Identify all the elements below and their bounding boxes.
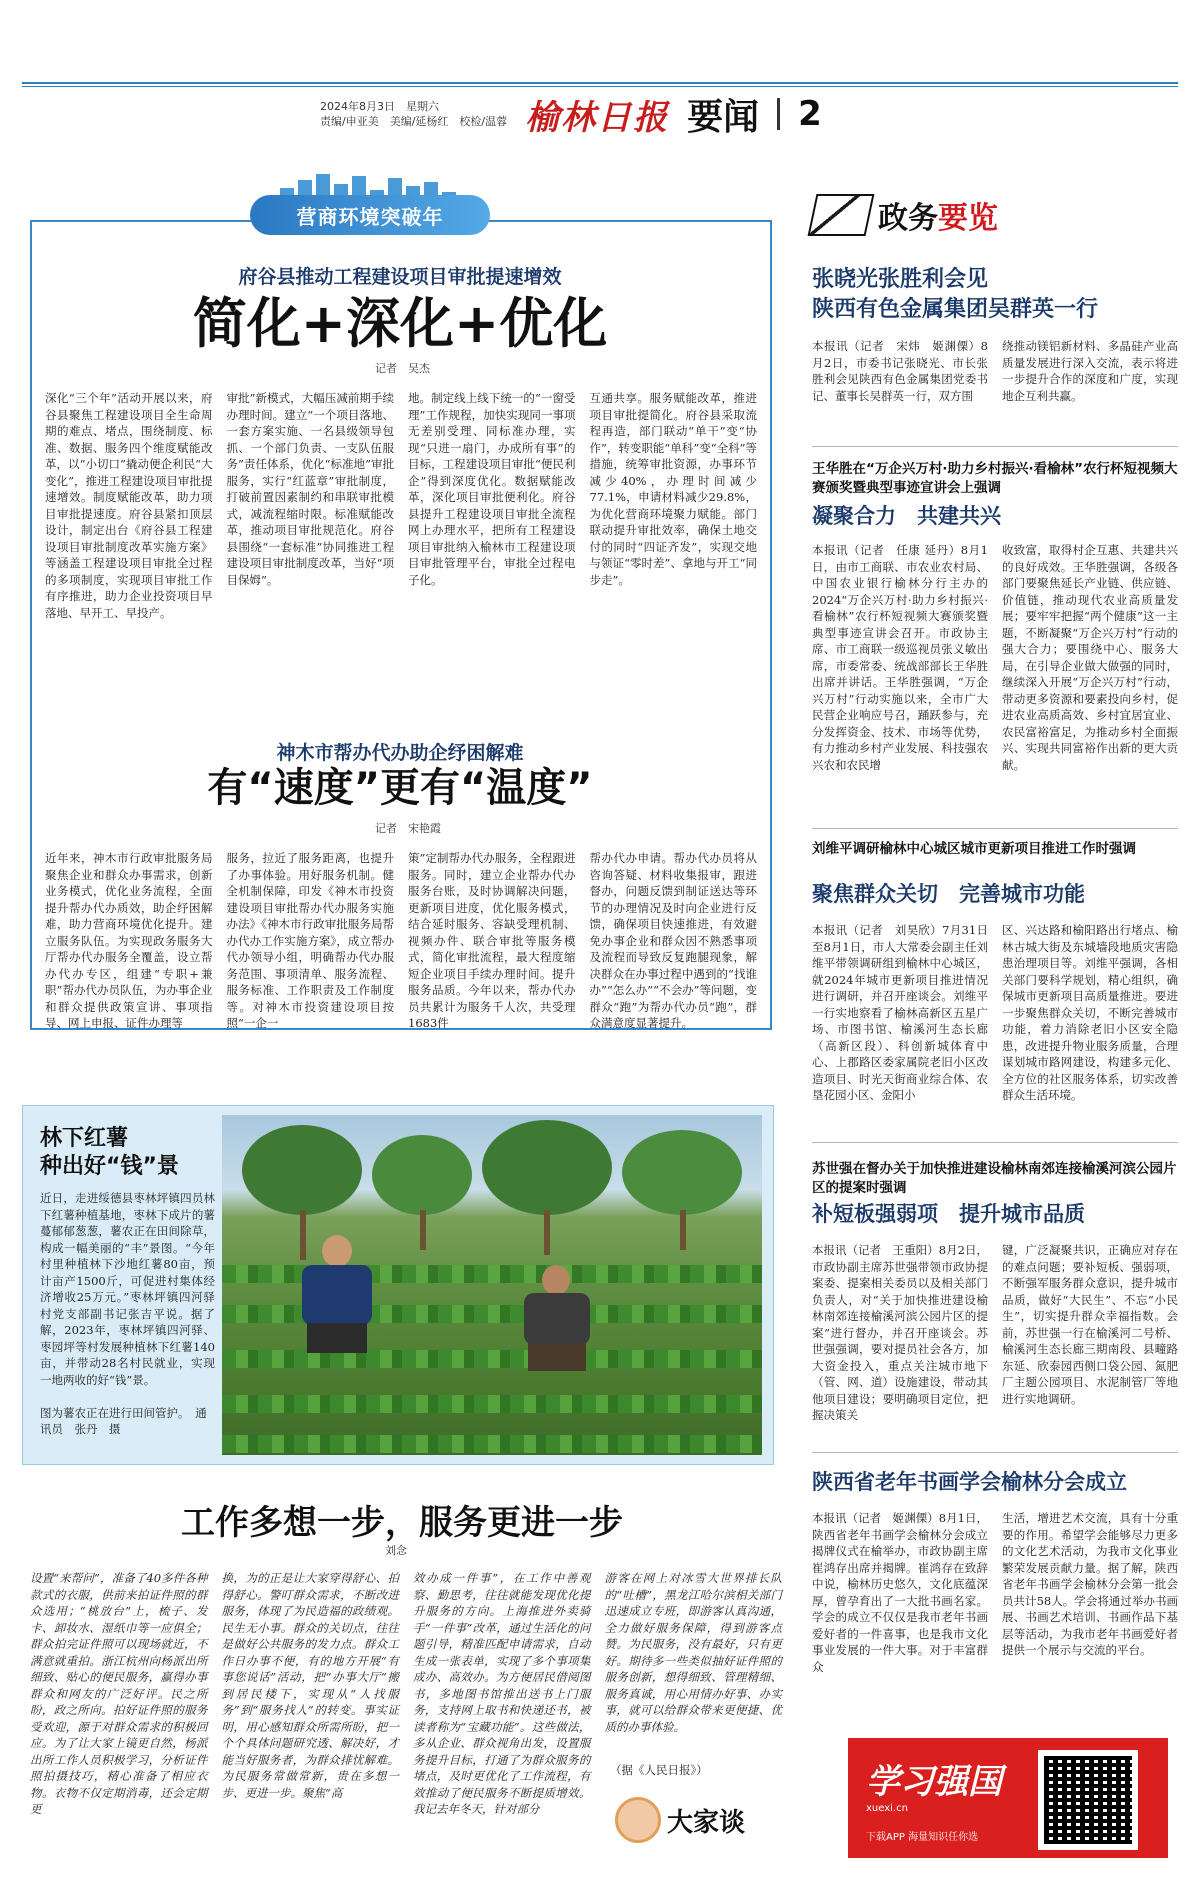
people-icon: [615, 1797, 661, 1843]
news4-column: 本报讯（记者 王重阳）8月2日，市政协副主席苏世强带领市政协提案委、提案相关委员以及相关部门负责人，对“关于加快推进建设榆林南郊连接榆溪河滨公园片区的提案”进行督办，并召开座谈会。苏世强强调，要对提员社会各方，加大资金投入，重点关注城市地下（管、网、道）设施建设，带动其他项目建设；要明确项目定位，把握决策关: [812, 1243, 988, 1422]
news1-column: 绕推动镁铝新材料、多晶硅产业高质量发展进行深入交流，表示将进一步提升合作的深度和广度，实现地企互利共赢。: [1002, 339, 1178, 403]
dajiatan-logo: [615, 1790, 775, 1850]
news5-title: 陕西省老年书画学会榆林分会成立: [812, 1470, 1127, 1494]
open-book-icon: [808, 194, 875, 236]
news1-body: [812, 338, 1178, 438]
feature-ribbon-label: 营商环境突破年: [296, 204, 444, 229]
news2-title: 凝聚合力 共建共兴: [812, 504, 1001, 528]
photo-story-title-line2: 种出好“钱”景: [40, 1154, 179, 1179]
article1-column: 地。制定线上线下统一的“一窗受理”工作规程，加快实现同一事项无差别受理、同标准办理，实现“只进一扇门，办成所有事”的目标，工程建设项目审批“便民利企”得到深度优化。数据赋能改革，深化项目审批便利化。府谷县提升工程建设项目审批全流程网上办理水平，把所有工程建设项目审批纳入榆林市工程建设项目审批管理平台，审批全过程电子化。: [408, 391, 576, 587]
photo-story-title-line1: 林下红薯: [40, 1126, 129, 1151]
masthead-meta: [320, 99, 507, 129]
commentary-column: 效办成一件事”，在工作中善观察、勤思考，往往就能发现优化提升服务的方向。上海推进外卖骑手“一件事”改革，通过生活化的问题引导，精准匹配申请需求，自动生成一张表单，实现了多个事项集成办、高效办。为方便居民借阅图书，多地图书馆推出送书上门服务，支持网上取书和快递还书，被读者称为“宝藏功能”。这些做法，多从企业、群众视角出发，设置服务提升目标，打通了为群众服务的堵点，及时更优化了工作流程，有效推动了便民服务不断提质增效。我记去年冬天，针对部分: [413, 1571, 591, 1816]
article2-column: 策”定制帮办代办服务，全程跟进服务。同时，建立企业帮办代办服务台账，及时协调解决问题，更新项目进度，优化服务模式，结合延时服务、容缺受理机制、视频办件、联合审批等服务模式，简化审批流程，最大程度缩短企业项目手续办理时间。提升服务品质。今年以来，帮办代办员共累计为服务千人次，共受理1683件: [408, 851, 576, 1030]
news3-title: 聚焦群众关切 完善城市功能: [812, 882, 1085, 906]
header-part1: 政务: [878, 201, 938, 236]
news-separator: [812, 446, 1178, 447]
news1-title: [812, 265, 1182, 325]
photo-story-title: [40, 1125, 200, 1181]
news1-column: 本报讯（记者 宋炜 姬渊傈）8月2日，市委书记张晓光、市长张胜利会见陕西有色金属集团党委书记、董事长吴群英一行，双方围: [812, 339, 988, 403]
article1-column: 审批”新模式，大幅压减前期手续办理时间。建立“一个项目落地、一套方案实施、一名县级领导包抓、一个部门负责、一支队伍服务”责任体系，优化“标准地”审批服务，实行“红蓝章”审批制度，打破前置因素制约和串联审批模式，减流程缩时限。标准赋能改革，推动项目审批规范化。府谷县围绕“一套标准”协同推进工程建设项目审批制度改革，当好“项目保姆”。: [226, 391, 394, 587]
news3-column: 本报讯（记者 刘昊欣）7月31日至8月1日，市人大常委会副主任刘维平带领调研组到榆林中心城区，就2024年城市更新项目推进情况进行调研，并召开座谈会。刘维平一行实地察看了榆林高新区五星广场、市图书馆、榆溪河生态长廊（高新区段）、科创新城体育中心、上郡路区委家属院老旧小区改造项目、时光天街商业综合体、农垦花园小区、金阳小: [812, 923, 988, 1102]
commentary-author: 刘念: [385, 1544, 407, 1557]
commentary-title: 工作多想一步，服务更进一步: [181, 1503, 623, 1543]
article1-title: 简化+深化+优化: [192, 292, 608, 355]
article1-subtitle: 府谷县推动工程建设项目审批提速增效: [238, 266, 562, 288]
news3-body: [812, 922, 1178, 1134]
photo-caption: 图为薯农正在进行田间管护。 通讯员 张丹 摄: [40, 1406, 207, 1436]
news4-title: 补短板强弱项 提升城市品质: [812, 1202, 1085, 1226]
qr-code-icon[interactable]: [1038, 1750, 1138, 1850]
government-news-header: [812, 190, 1062, 240]
commentary-column: 换，为的正是让大家穿得舒心、拍得舒心。警叮群众需求，不断改进服务，体现了为民造福的政绩观。民生无小事。群众的关切点，往往是做好公共服务的发力点。群众工作日办事不便，有的地方开展“有事您说话”活动，把“办事大厅”搬到居民楼下，实现从“人找服务”到“服务找人”的转变。事实证明，用心感知群众所需所盼，把一个个具体问题研究透、解决好，才能当好服务者，为群众排忧解难。为民服务常做常新，贵在多想一步、更进一步。聚焦“高: [221, 1571, 399, 1800]
news2-column: 本报讯（记者 任康 延丹）8月1日，由市工商联、市农业农村局、中国农业银行榆林分行主办的2024“万企兴万村·助力乡村振兴·看榆林”农行杯短视频大赛颁奖暨典型事迹宣讲会召开。市政协主席、市工商联一级巡视员张义敏出席，市委常委、统战部部长王华胜出席并讲话。王华胜强调，“万企兴万村”行动实施以来，全市广大民营企业响应号召，踊跃参与，充分发挥资金、技术、市场等优势，有力推动乡村产业发展、科技强农兴农和农民增: [812, 543, 988, 772]
xuexi-brand: 学习强国: [866, 1761, 1002, 1802]
news2-column: 收致富，取得村企互惠、共建共兴的良好成效。王华胜强调，各级各部门要聚焦延长产业链、供应链、价值链，推动现代农业高质量发展；要牢牢把握“两个健康”这一主题，不断凝聚“万企兴万村”行动的强大合力；要围绕中心、服务大局，在引导企业做大做强的同时，继续深入开展“万企兴万村”行动，带动更多资源和要素投向乡村，促进农业高质高效、乡村宜居宜业、农民富裕富足，为推动乡村全面振兴、实现共同富裕作出新的更大贡献。: [1002, 543, 1178, 772]
article1-column: 深化“三个年”活动开展以来，府谷县聚焦工程建设项目全生命周期的难点、堵点，围绕制度、标准、数据、服务四个维度赋能改革，以“小切口”撬动便企利民“大变化”，推进工程建设项目审批提速增效。制度赋能改革，助力项目审批提速度。府谷县紧扣顶层设计，制定出台《府谷县工程建设项目审批制度改革实施方案》等涵盖工程建设项目审批全过程的多项制度，实现项目审批工作有序推进，助力企业投资项目早落地、早开工、早投产。: [45, 391, 213, 620]
article2-byline: 记者 宋艳霞: [375, 822, 441, 835]
news-separator: [812, 1452, 1178, 1453]
sweet-potato-field-photo: [222, 1115, 762, 1455]
masthead-rule-thin: [22, 86, 1178, 87]
news5-column: 生活，增进艺术交流，具有十分重要的作用。希望学会能够尽力更多的文化艺术活动，为我市文化事业繁荣发展贡献力量。据了解，陕西省老年书画学会榆林分会第一批会员共计58人。学会将通过举办书画展、书画艺术培训、书画作品下基层等活动，为我市老年书画爱好者提供一个展示与交流的平台。: [1002, 1511, 1178, 1657]
masthead-rule: [22, 82, 1178, 84]
news4-kicker: 苏世强在督办关于加快推进建设榆林南郊连接榆溪河滨公园片区的提案时强调: [812, 1161, 1177, 1196]
photo-story-body: 近日，走进绥德县枣林坪镇四员林下红薯种植基地，枣林下成片的薯蔓郁郁葱葱，薯农正在田间除草，构成一幅美丽的“丰”景图。“今年村里种植林下沙地红薯80亩，预计亩产1500斤，可促进村集体经济增收25万元。”枣林坪镇四河驿村党支部副书记张吉平说。据了解，2023年，枣林坪镇四河驿、枣园坪等村发展种植林下红薯140亩，并带动28名村民就业，实现一地两收的好“钱”景。: [40, 1191, 215, 1387]
issue-date: 2024年8月3日 星期六: [320, 100, 439, 113]
news3-kicker: 刘维平调研榆林中心城区城市更新项目推进工作时强调: [812, 841, 1136, 857]
farmer-figure: [292, 1235, 382, 1355]
article1-byline: 记者 吴杰: [375, 362, 430, 375]
news5-body: [812, 1510, 1178, 1725]
article1-body: [45, 390, 757, 680]
commentary-column: 设置“来帮问”，准备了40多件各种款式的衣服，供前来拍证件照的群众选用；“桃放台”上，梳子、发卡、卸妆水、湿纸巾等一应俱全；群众拍完证件照可以现场就近，不满意就重拍。浙江杭州向杨派出所细致、贴心的便民服务，赢得办事群众和网友的广泛好评。民之所盼，政之所向。拍好证件照的服务受欢迎，源于对群众需求的积极回应。为了让大家上镜更自然，杨派出所工作人员积极学习，分析证件照拍摄技巧，精心准备了相应衣物。衣物不仅定期消毒，还会定期更: [30, 1571, 208, 1816]
xuexi-tagline: 下载APP 海量知识任你选: [866, 1831, 979, 1843]
article1-column: 互通共享。服务赋能改革，推进项目审批提简化。府谷县采取流程再造，部门联动“单干”变“协作”，转变职能“单科”变“全科”等措施，统筹审批资源，办事环节减少40%，办理时间减少77.1%，申请材料减少29.8%，为优化营商环境聚力赋能。部门联动提升审批效率，确保土地交付的同时“四证齐发”，实现交地与领证“零时差”、拿地与开工“同步走”。: [589, 391, 757, 587]
article2-subtitle: 神木市帮办代办助企纾困解难: [276, 742, 524, 764]
dajiatan-label: 大家谈: [667, 1807, 746, 1838]
news2-body: [812, 542, 1178, 820]
editor-credits: 责编/申亚美 美编/延杨红 校检/温蓉: [320, 115, 508, 128]
news2-kicker: 王华胜在“万企兴万村·助力乡村振兴·看榆林”农行杯短视频大赛颁奖暨典型事迹宣讲会上强调: [812, 461, 1178, 496]
page-number: 2: [798, 94, 822, 134]
news5-column: 本报讯（记者 姬渊傈）8月1日，陕西省老年书画学会榆林分会成立揭牌仪式在榆举办，市政协副主席崔鸿存出席并揭牌。崔鸿存在致辞中说，榆林历史悠久，文化底蕴深厚，曾孕育出了一大批书画名家。学会的成立不仅仅是我市老年书画爱好者的一件喜事，也是我市文化事业发展的一件大事。对于丰富群众: [812, 1511, 988, 1674]
article2-column: 服务，拉近了服务距离，也提升了办事体验。用好服务机制。健全机制保障，印发《神木市投资建设项目审批帮办代办服务实施办法》《神木市行政审批服务局帮办代办工作实施方案》，成立帮办代办领导小组，明确帮办代办服务范围、事项清单、服务流程、服务标准、工作职责及工作制度等。对神木市投资建设项目按照“一企一: [226, 851, 394, 1030]
commentary-body: [30, 1570, 782, 1816]
news4-column: 键，广泛凝聚共识，正确应对存在的难点问题；要补短板、强弱项，不断强军服务群众意识，提升城市品质，做好“大民生”、不忘“小民生”，切实提升群众幸福指数。会前，苏世强一行在榆溪河二号桥、榆溪河生态长廊三期南段、县疃路东延、欣泰园西侧口袋公园、氮肥厂主题公园项目、水泥制管厂等地进行实地调研。: [1002, 1243, 1178, 1406]
news-separator: [812, 828, 1178, 829]
section-name: 要闻: [687, 96, 760, 138]
newspaper-logo: 榆林日报: [525, 97, 670, 138]
commentary-source: （据《人民日报》）: [610, 1763, 708, 1777]
commentary-column: 游客在网上对冰雪大世界排长队的“吐槽”，黑龙江哈尔滨相关部门迅速成立专班，即游客认真沟通，全力做好服务保障，得到游客点赞。为民服务，没有最好，只有更好。期待多一些类似抽好证件照的服务创新，想得细致、管理精细、服务真诚，用心用情办好事、办实事，就可以给群众带来更便捷、优质的办事体验。: [604, 1571, 782, 1734]
news3-column: 区、兴达路和榆阳路出行堵点、榆林古城大街及东城墙段地质灾害隐患治理项目等。刘维平强调，各相关部门要科学规划，精心组织，确保城市更新项目高质量推进。要进一步聚焦群众关切，不断完善城市功能，着力消除老旧小区安全隐患，改进提升物业服务质量，合理谋划城市路网建设，构建多元化、全方位的社区服务体系，切实改善群众生活环境。: [1002, 923, 1178, 1102]
masthead: [320, 94, 1178, 138]
article2-column: 帮办代办申请。帮办代办员将从咨询答疑、材料收集报审，跟进督办，问题反馈到制证送达等环节的办理情况及时向企业进行反馈，确保项目快速推进，有效避免办事企业和群众因不熟悉事项及流程而导致反复跑腿现象，解决群众在办事过程中遇到的“找谁办”“怎么办”“不会办”等问题，变群众“跑”为帮办代办员“跑”，群众满意度显著提升。: [589, 851, 757, 1030]
article2-title: 有“速度”更有“温度”: [207, 765, 593, 811]
article2-body: [45, 850, 757, 1030]
news-separator: [812, 1142, 1178, 1143]
article2-column: 近年来，神木市行政审批服务局聚焦企业和群众办事需求，创新业务模式，优化业务流程，全面提升帮办代办质效，助企纾困解难，助力营商环境优化提升。建立服务队伍。为实现政务服务大厅帮办代办服务全覆盖，设立帮办代办专区，组建“专职+兼职”帮办代办员队伍，为办事企业和群众提供政策宣讲、事项指导、网上申报、证件办理等: [45, 851, 213, 1030]
news1-title-line1: 张晓光张胜利会见: [812, 267, 989, 292]
news1-title-line2: 陕西有色金属集团吴群英一行: [812, 297, 1099, 322]
xuexi-domain: xuexi.cn: [866, 1802, 908, 1814]
news4-body: [812, 1242, 1178, 1442]
header-part2: 要览: [938, 201, 998, 236]
masthead-divider: [777, 98, 780, 130]
farmer-figure: [512, 1265, 602, 1375]
feature-ribbon: [250, 195, 490, 235]
